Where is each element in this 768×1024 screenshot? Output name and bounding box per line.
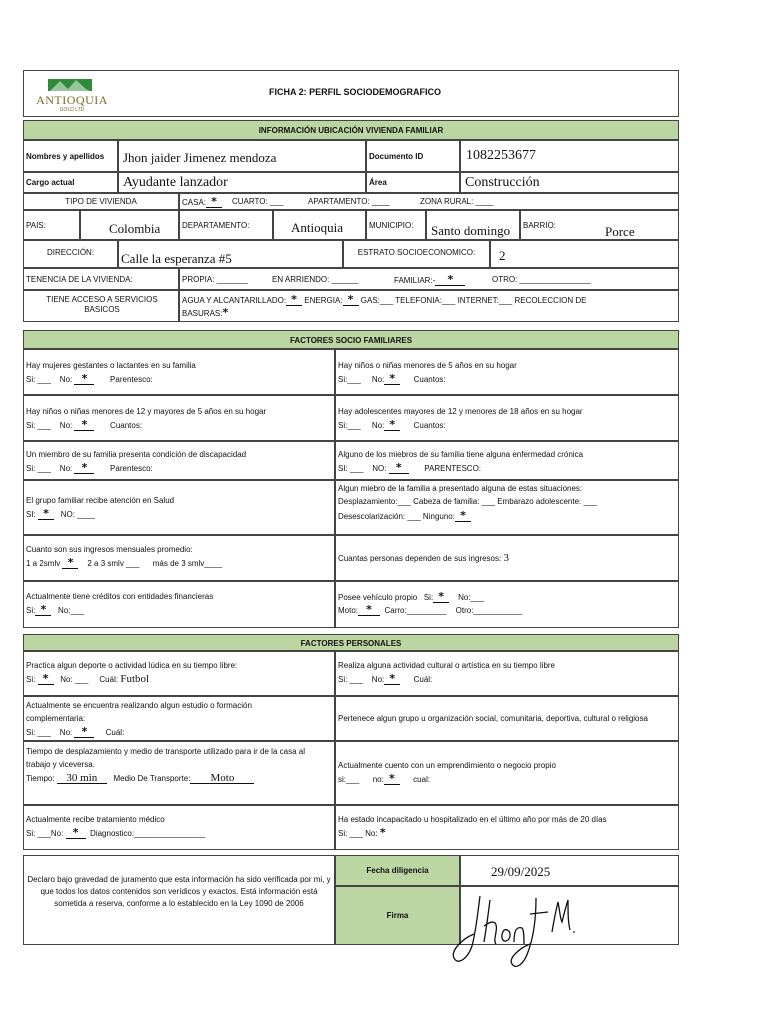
q-enfermedad-cronica[interactable]: Alguno de los miebros de su familia tiene alguna enfermedad crónica SI: ___ NO: * PARENTESCO:	[335, 441, 679, 480]
direccion-value-cell[interactable]	[118, 240, 343, 268]
barrio-value: Porce	[605, 224, 635, 239]
documento-value: 1082253677	[466, 148, 536, 163]
tenencia-label-cell: TENENCIA DE LA VIVIENDA:	[23, 268, 179, 290]
p-tratamiento[interactable]: Actualmente recibe tratamiento médico Si: ___No: * Diagnostico:________________	[23, 805, 335, 850]
q12-si-mark: *	[433, 592, 449, 603]
declaracion-text: Declaro bajo gravedad de juramento que esta información ha sido verificada por mi, y que todos los datos contenidos son verídicos y exactos. Está información está sometida a reserva, conforme a lo establecido en la Ley 1090 de 2006	[27, 875, 331, 908]
cargo-value: Ayudante lanzador	[123, 175, 228, 190]
section-title-socio: FACTORES SOCIO FAMILIARES	[23, 330, 679, 349]
p-emprendimiento[interactable]: Actualmente cuento con un emprendimiento o negocio propio si:___ no: * cual:	[335, 741, 679, 805]
q-gestantes[interactable]: Hay mujeres gestantes o lactantes en su familia Si: ___ No: * Parentesco:	[23, 349, 335, 395]
q-salud[interactable]: El grupo familiar recibe atención en Salud SI: * NO: ____	[23, 480, 335, 535]
signature-drawing	[450, 886, 590, 976]
departamento-label-cell: DEPARTAMENTO:	[179, 210, 273, 240]
servicios-label-cell: TIENE ACCESO A SERVICIOS BASICOS	[23, 290, 179, 322]
form-header	[23, 70, 679, 117]
dependientes-value: 3	[503, 552, 509, 564]
q12-moto-mark: *	[358, 605, 380, 616]
fecha-label-cell: Fecha diligencia	[335, 855, 460, 886]
q1-no-mark: *	[74, 374, 94, 385]
municipio-value: Santo domingo	[431, 223, 511, 238]
q2-no-mark: *	[384, 374, 400, 385]
agua-mark: *	[286, 295, 302, 306]
q-situaciones[interactable]: Algun miebro de la familia a presentado alguna de estas situaciones: Desplazamiento:___ Cabeza de familia: ___ Embarazo adolescente: ___ Desescolarización: ___ Ninguno: *	[335, 480, 679, 535]
p1-si-mark: *	[38, 674, 54, 685]
p6-no-mark: *	[384, 774, 400, 785]
q5-no-mark: *	[74, 463, 94, 474]
area-value: Construcción	[465, 175, 540, 190]
q-menores-5[interactable]: Hay niños o niñas menores de 5 años en su hogar Si:___ No: * Cuantos:	[335, 349, 679, 395]
nombres-value: Jhon jaider Jimenez mendoza	[123, 150, 277, 165]
departamento-value-cell[interactable]	[273, 210, 366, 240]
p8-no-mark: *	[379, 826, 386, 839]
basuras-mark: *	[222, 306, 229, 319]
cargo-label-cell: Cargo actual	[23, 172, 118, 193]
logo-text: ANTIOQUIA	[36, 93, 108, 107]
barrio-label-cell: BARRIO: Porce	[520, 210, 679, 240]
q-discapacidad[interactable]: Un miembro de su familia presenta condición de discapacidad Si: ___ No: * Parentesco:	[23, 441, 335, 480]
estrato-label-cell: ESTRATO SOCIOECONOMICO:	[343, 240, 490, 268]
q9-a-mark: *	[62, 558, 78, 569]
q-adolescentes[interactable]: Hay adolescentes mayores de 12 y menores de 18 años en su hogar Si:___ No: * Cuantos:	[335, 395, 679, 441]
documento-value-cell[interactable]	[460, 140, 679, 172]
nombres-value-cell[interactable]	[118, 140, 366, 172]
p-cultural[interactable]: Realiza alguna actividad cultural o artística en su tiempo libre Si: ___ No: * Cuál:	[335, 651, 679, 696]
p7-no-mark: *	[66, 828, 86, 839]
deporte-value: Futbol	[120, 673, 150, 685]
pais-value: Colombia	[109, 221, 161, 236]
p2-no-mark: *	[384, 674, 400, 685]
pais-label-cell: PAIS:	[23, 210, 80, 240]
nombres-label-cell: Nombres y apellidos	[23, 140, 118, 172]
q3-no-mark: *	[74, 420, 94, 431]
section-title-personal: FACTORES PERSONALES	[23, 634, 679, 651]
municipio-value-cell[interactable]	[426, 210, 520, 240]
q-ingresos[interactable]: Cuanto son sus ingresos mensuales promedio: 1 a 2smlv * 2 a 3 smlv ___ más de 3 smlv____	[23, 535, 335, 581]
p-deporte[interactable]: Practica algun deporte o actividad lúdica en su tiempo libre: Si: * No: ___ Cuál: Futbol	[23, 651, 335, 696]
cargo-value-cell[interactable]	[118, 172, 366, 193]
departamento-value: Antioquia	[291, 220, 343, 235]
estrato-value-cell[interactable]	[490, 240, 679, 268]
tenencia-options[interactable]: PROPIA: _______ EN ARRIENDO: ______ FAMILIAR:- * OTRO: ________________	[179, 268, 679, 290]
tiempo-value: 30 min	[57, 773, 107, 784]
p-incapacidad[interactable]: Ha estado incapacitado u hospitalizado en el último año por más de 20 días Si: ___ No: *	[335, 805, 679, 850]
section-title-ubicacion: INFORMACIÓN UBICACIÓN VIVIENDA FAMILIAR	[23, 120, 679, 140]
form-title: FICHA 2: PERFIL SOCIODEMOGRAFICO	[269, 87, 442, 97]
q-creditos[interactable]: Actualmente tiene créditos con entidades financieras Si: * No:___	[23, 581, 335, 628]
q6-no-mark: *	[389, 463, 409, 474]
fecha-value: 29/09/2025	[491, 864, 551, 879]
q4-no-mark: *	[384, 420, 400, 431]
declaracion-cell	[23, 855, 335, 945]
p3-no-mark: *	[74, 727, 94, 738]
q-vehiculo[interactable]: Posee vehículo propio Si: * No:___ Moto: * Carro:_________ Otro:___________	[335, 581, 679, 628]
pais-value-cell[interactable]	[80, 210, 179, 240]
energia-mark: *	[343, 295, 359, 306]
tipo-vivienda-label-cell: TIPO DE VIVIENDA	[23, 193, 179, 210]
q-menores-12[interactable]: Hay niños o niñas menores de 12 y mayores de 5 años en su hogar Si: ___ No: * Cuantos:	[23, 395, 335, 441]
mountain-logo-icon	[48, 77, 92, 93]
area-value-cell[interactable]	[460, 172, 679, 193]
p-estudio[interactable]: Actualmente se encuentra realizando algun estudio o formación complementaria: Si: ___ No: * Cuál:	[23, 696, 335, 741]
p-desplazamiento[interactable]: Tiempo de desplazamiento y medio de transporte utilizado para ir de la casa al trabajo y viceversa. Tiempo: 30 min Medio De Transporte: Moto	[23, 741, 335, 805]
estrato-value: 2	[499, 248, 506, 263]
company-logo	[32, 77, 112, 115]
fecha-value-cell[interactable]	[460, 855, 679, 886]
transporte-value: Moto	[190, 773, 254, 784]
area-label-cell: Área	[366, 172, 460, 193]
municipio-label-cell: MUNICIPIO:	[366, 210, 426, 240]
q7-si-mark: *	[38, 509, 54, 520]
q8-ninguno-mark: *	[455, 511, 471, 522]
direccion-value: Calle la esperanza #5	[121, 251, 232, 266]
servicios-options[interactable]: AGUA Y ALCANTARILLADO: * ENERGIA: * GAS:___ TELEFONIA:___ INTERNET:___ RECOLECCION DE BASURAS:*	[179, 290, 679, 322]
q-dependientes[interactable]: Cuantas personas dependen de sus ingresos: 3	[335, 535, 679, 581]
casa-mark: *	[206, 197, 222, 208]
q11-si-mark: *	[35, 605, 51, 616]
logo-subtext: GOLD LTD	[59, 107, 85, 113]
tipo-vivienda-options[interactable]: CASA: * CUARTO: ___ APARTAMENTO: ____ ZONA RURAL: ____	[179, 193, 679, 210]
p-grupo[interactable]: Pertenece algun grupo u organización social, comunitaria, deportiva, cultural o religiosa	[335, 696, 679, 741]
direccion-label-cell: DIRECCIÓN:	[23, 240, 118, 268]
documento-label-cell: Documento ID	[366, 140, 460, 172]
firma-label-cell: Firma	[335, 886, 460, 945]
familiar-mark: *	[435, 275, 465, 286]
